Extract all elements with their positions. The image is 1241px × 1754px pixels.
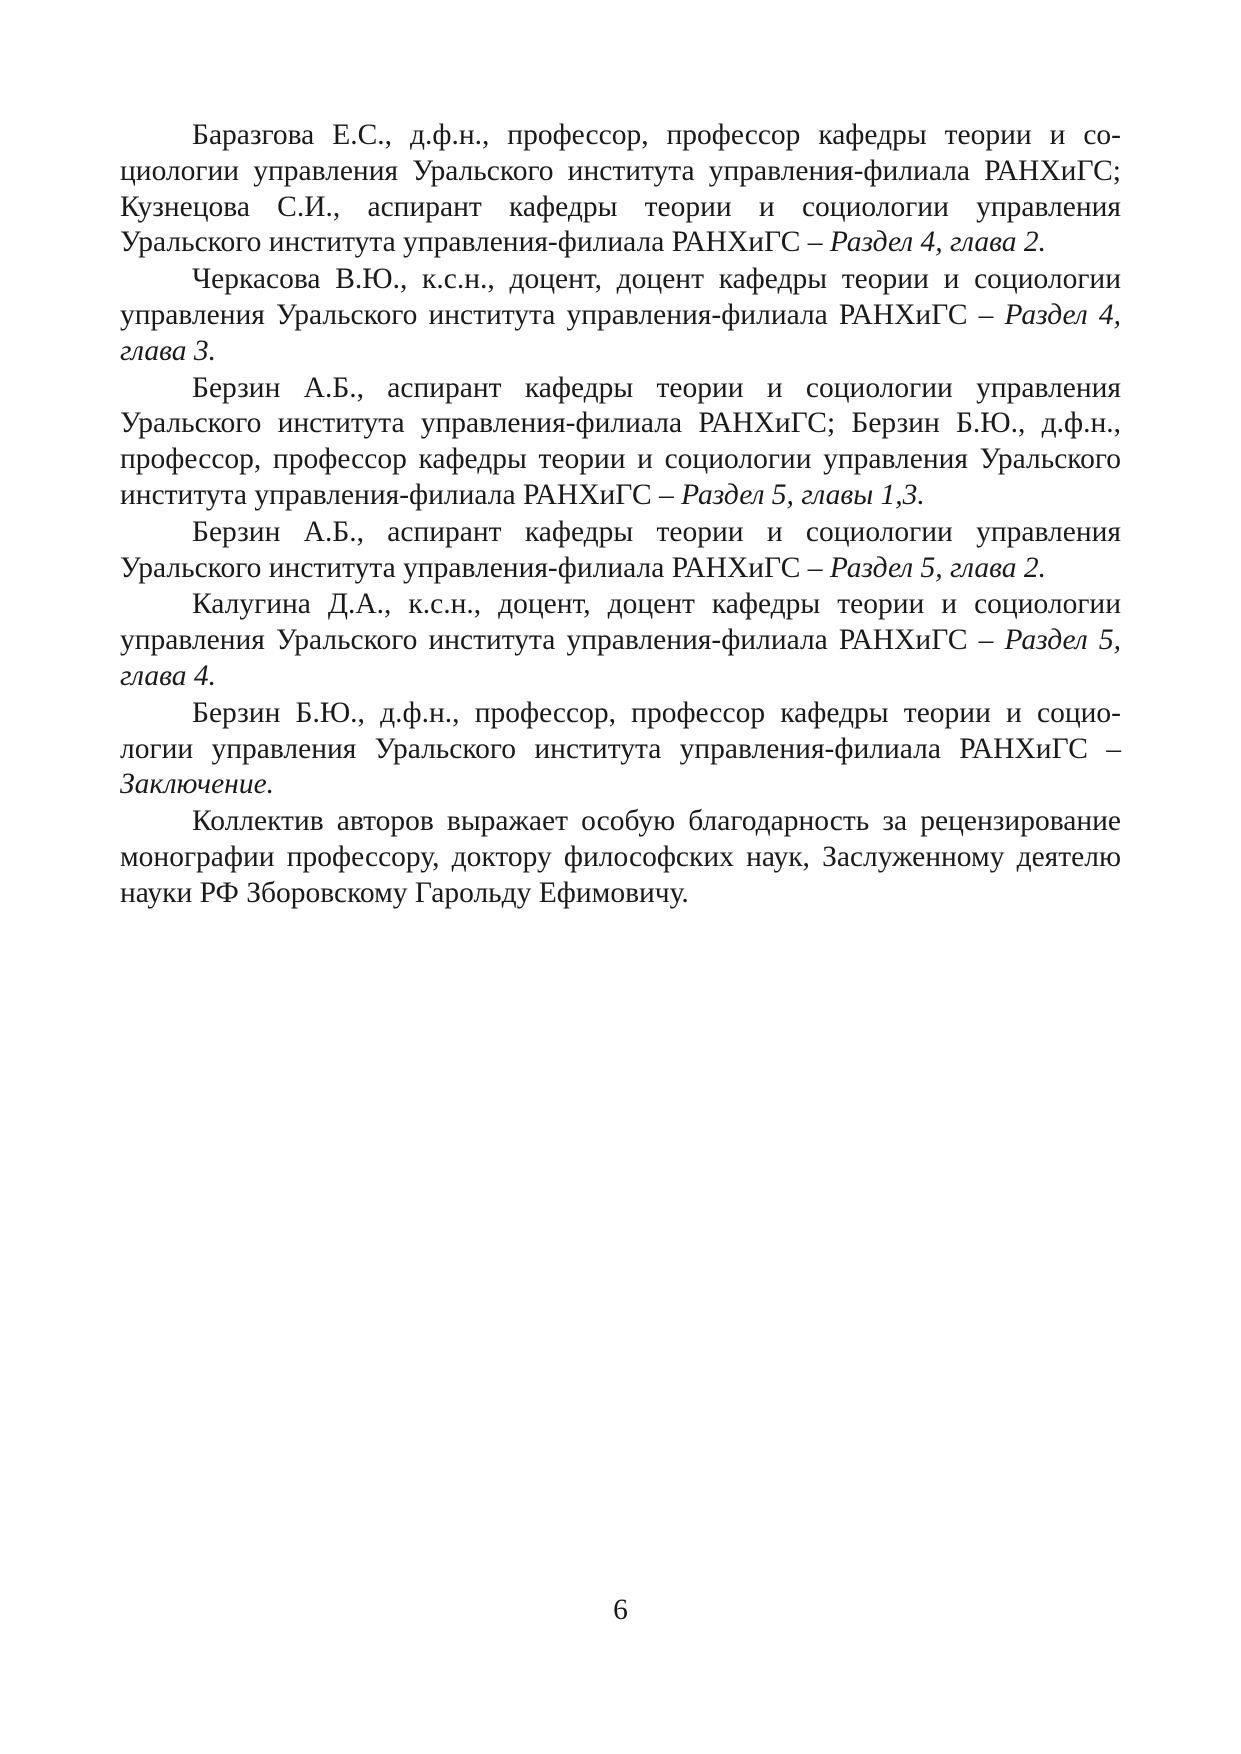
section-attribution: Раздел 5, глава 2. (829, 551, 1046, 584)
page-text (120, 118, 1121, 913)
contributor-text: Баразгова Е.С., д.ф.н., профессор, профессор кафедры теории и социологии управления Уральского института управления-филиала РАНХиГС; Кузнецова С.И., аспирант кафедры теории и социологии управления Уральского института управления-филиала РАНХиГС – (120, 119, 1121, 259)
contributor-paragraph-berzin-byu (120, 696, 1121, 803)
page-number: 6 (613, 1594, 628, 1626)
contributor-text: Черкасова В.Ю., к.с.н., доцент, доцент кафедры теории и социологии управления Уральского института управления-филиала РАНХиГС – (120, 263, 1121, 331)
contributor-text: Берзин А.Б., аспирант кафедры теории и социологии управления Уральского института управления-филиала РАНХиГС – (120, 515, 1121, 584)
contributor-text: Калугина Д.А., к.с.н., доцент, доцент кафедры теории и социологии управления Уральского института управления-филиала РАНХиГС – (120, 588, 1121, 657)
section-attribution: Раздел 4, глава 3. (120, 298, 1121, 367)
contributor-text: Берзин А.Б., аспирант кафедры теории и социологии управления Уральского института управления-филиала РАНХиГС; Берзин Б.Ю., д.ф.н., профессор, профессор кафедры теории и социологии управления Уральского института управления-филиала РАНХиГС – (120, 371, 1121, 511)
contributor-paragraph-barazgova (120, 118, 1121, 261)
contributor-paragraph-berzin-ab (120, 515, 1121, 587)
section-attribution: Раздел 4, глава 2. (829, 226, 1046, 259)
contributor-paragraph-cherkasova (120, 262, 1121, 369)
acknowledgement-text: Коллектив авторов выражает особую благодарность за рецензирование монографии профессору, доктору философских наук, Заслуженному деятелю науки РФ Зборовскому Гарольду Ефимовичу. (120, 805, 1121, 909)
contributor-paragraph-berzin-ab-berzin-byu (120, 371, 1121, 514)
contributor-paragraph-kalugina (120, 587, 1121, 694)
contributor-text: Берзин Б.Ю., д.ф.н., профессор, профессор кафедры теории и социологии управления Уральского института управления-филиала РАНХиГС – (120, 696, 1121, 765)
section-attribution: Раздел 5, главы 1,3. (681, 478, 925, 511)
acknowledgement-paragraph (120, 804, 1121, 911)
section-attribution: Раздел 5, глава 4. (120, 624, 1121, 692)
section-attribution: Заключение. (120, 768, 275, 801)
